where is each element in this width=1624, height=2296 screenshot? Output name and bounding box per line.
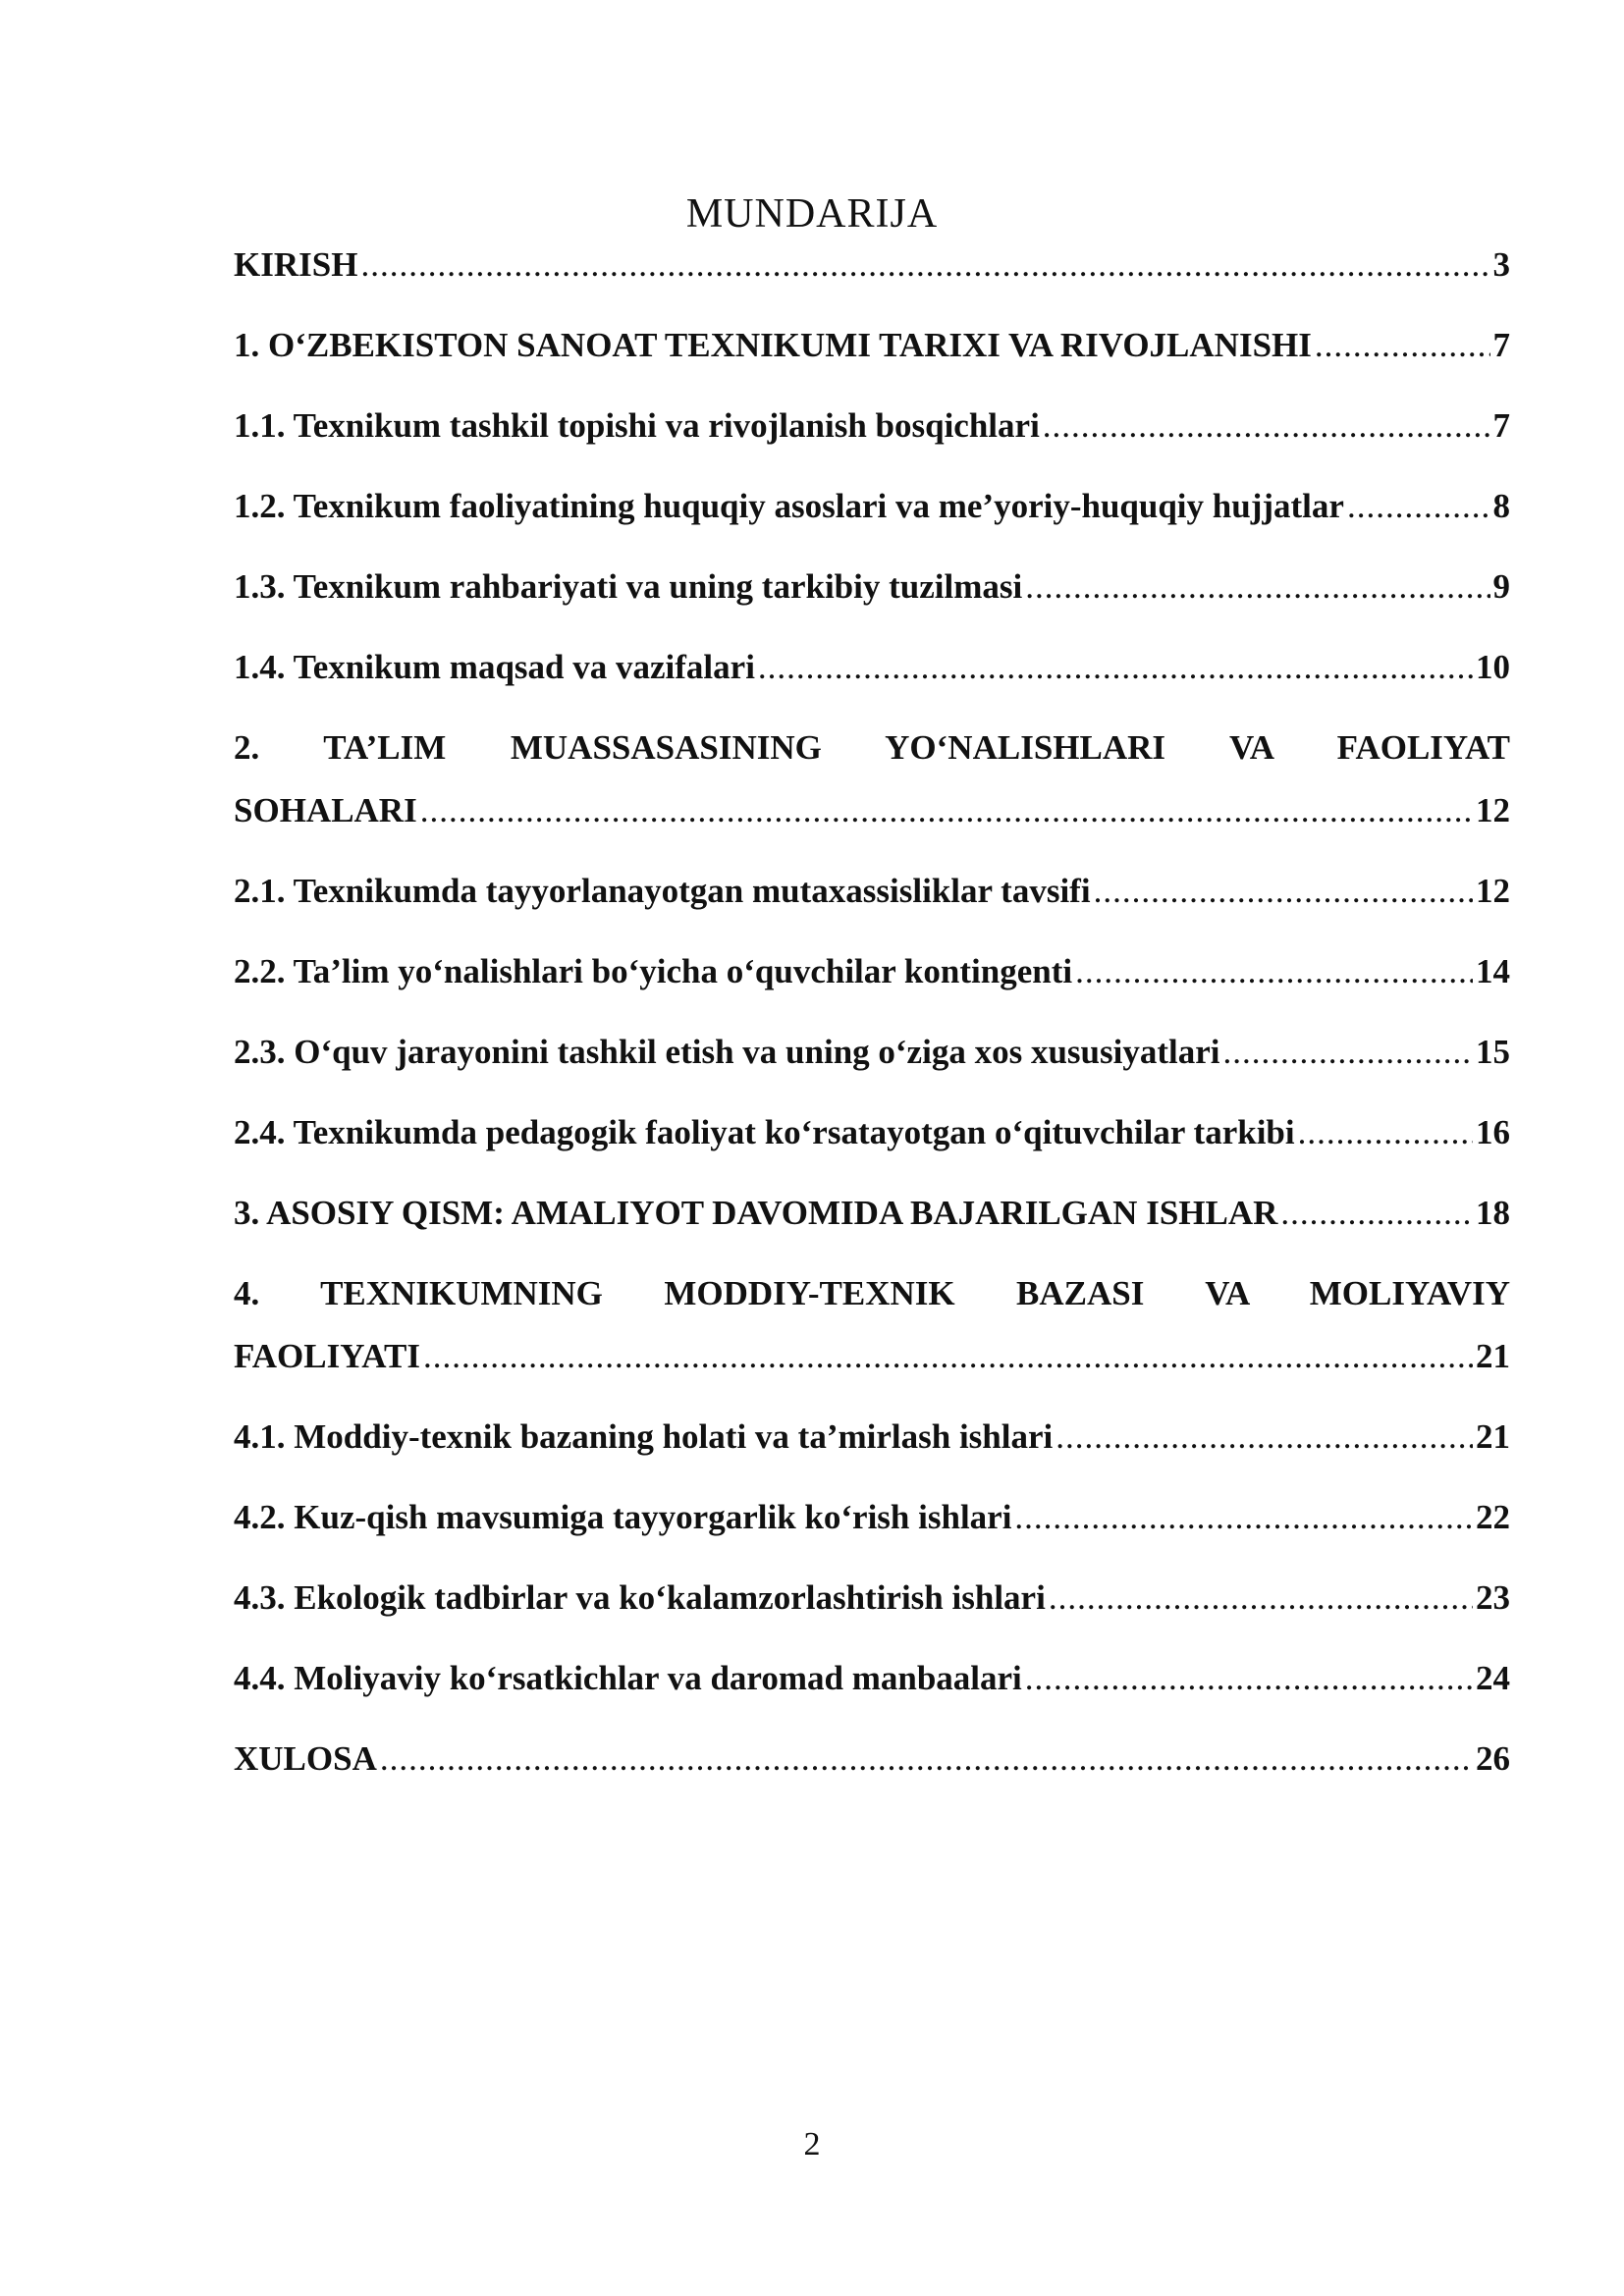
toc-entry-text-line1: 4. TEXNIKUMNING MODDIY-TEXNIK BAZASI VA MOLIYAVIY	[234, 1274, 1510, 1312]
toc-entry-page: 8	[1492, 487, 1510, 525]
toc-entry-2-4	[234, 1101, 1510, 1164]
toc-entry-text: 2.4. Texnikumda pedagogik faoliyat ko‘rsatayotgan o‘qituvchilar tarkibi	[234, 1113, 1295, 1151]
toc-entry-2-3	[234, 1021, 1510, 1084]
toc-entry-page: 9	[1492, 567, 1510, 606]
toc-entry-text: 4.3. Ekologik tadbirlar va ko‘kalamzorlashtirish ishlari	[234, 1578, 1046, 1617]
dot-leader	[380, 1728, 1473, 1790]
toc-entry-text: 1.3. Texnikum rahbariyati va uning tarkibiy tuzilmasi	[234, 567, 1023, 606]
toc-entry-page: 21	[1476, 1337, 1510, 1375]
toc-entry-page: 10	[1476, 648, 1510, 686]
table-of-contents	[234, 234, 1510, 1808]
toc-entry-text: 1.2. Texnikum faoliyatining huquqiy asoslari va me’yoriy-huquqiy hujjatlar	[234, 487, 1344, 525]
toc-entry-text: 2.1. Texnikumda tayyorlanayotgan mutaxassisliklar tavsifi	[234, 872, 1091, 910]
toc-entry-text: 4.1. Moddiy-texnik bazaning holati va ta’mirlash ishlari	[234, 1417, 1054, 1456]
toc-entry-page: 7	[1492, 326, 1510, 364]
dot-leader	[423, 1325, 1473, 1388]
toc-entry-2-2	[234, 940, 1510, 1003]
dot-leader	[1056, 1406, 1473, 1468]
toc-entry-text-line2: FAOLIYATI	[234, 1337, 420, 1375]
toc-entry-text: 1.1. Texnikum tashkil topishi va rivojlanish bosqichlari	[234, 406, 1040, 445]
toc-entry-page: 3	[1492, 245, 1510, 284]
dot-leader	[1075, 940, 1473, 1003]
dot-leader	[420, 779, 1473, 842]
toc-entry-text: 2.3. O‘quv jarayonini tashkil etish va uning o‘ziga xos xususiyatlari	[234, 1033, 1220, 1071]
dot-leader	[1298, 1101, 1473, 1164]
dot-leader	[1049, 1567, 1473, 1629]
toc-entry-page: 12	[1476, 872, 1510, 910]
toc-entry-1-4	[234, 636, 1510, 699]
toc-entry-text: 4.4. Moliyaviy ko‘rsatkichlar va daromad manbaalari	[234, 1659, 1022, 1697]
toc-entry-page: 7	[1492, 406, 1510, 445]
toc-entry-chapter-4	[234, 1262, 1510, 1388]
toc-entry-4-4	[234, 1647, 1510, 1710]
toc-title: MUNDARIJA	[685, 191, 939, 237]
toc-entry-page: 16	[1476, 1113, 1510, 1151]
dot-leader	[1014, 1486, 1473, 1549]
toc-entry-page: 15	[1476, 1033, 1510, 1071]
toc-entry-chapter-1	[234, 314, 1510, 377]
toc-entry-1-3	[234, 556, 1510, 618]
dot-leader	[1222, 1021, 1473, 1084]
toc-entry-kirish	[234, 234, 1510, 296]
toc-entry-chapter-2	[234, 717, 1510, 842]
dot-leader	[1094, 860, 1473, 923]
dot-leader	[758, 636, 1473, 699]
dot-leader	[360, 234, 1489, 296]
toc-entry-text: 1.4. Texnikum maqsad va vazifalari	[234, 648, 755, 686]
dot-leader	[1347, 475, 1490, 538]
page-number: 2	[803, 2126, 821, 2163]
toc-entry-xulosa	[234, 1728, 1510, 1790]
toc-entry-page: 23	[1476, 1578, 1510, 1617]
toc-entry-text: 1. O‘ZBEKISTON SANOAT TEXNIKUMI TARIXI VA RIVOJLANISHI	[234, 326, 1312, 364]
toc-entry-text: 2.2. Ta’lim yo‘nalishlari bo‘yicha o‘quvchilar kontingenti	[234, 952, 1073, 990]
toc-entry-4-1	[234, 1406, 1510, 1468]
dot-leader	[1280, 1182, 1473, 1245]
toc-entry-page: 21	[1476, 1417, 1510, 1456]
toc-entry-chapter-3	[234, 1182, 1510, 1245]
toc-entry-page: 12	[1476, 791, 1510, 829]
toc-entry-page: 26	[1476, 1739, 1510, 1778]
toc-entry-text: KIRISH	[234, 245, 358, 284]
toc-entry-1-1	[234, 395, 1510, 457]
toc-entry-text: 3. ASOSIY QISM: AMALIYOT DAVOMIDA BAJARILGAN ISHLAR	[234, 1194, 1278, 1232]
toc-entry-1-2	[234, 475, 1510, 538]
toc-entry-2-1	[234, 860, 1510, 923]
toc-entry-text-line1: 2. TA’LIM MUASSASASINING YO‘NALISHLARI VA FAOLIYAT	[234, 728, 1510, 767]
toc-entry-4-3	[234, 1567, 1510, 1629]
toc-entry-text: 4.2. Kuz-qish mavsumiga tayyorgarlik ko‘rish ishlari	[234, 1498, 1012, 1536]
toc-entry-text: XULOSA	[234, 1739, 377, 1778]
dot-leader	[1315, 314, 1490, 377]
toc-entry-page: 14	[1476, 952, 1510, 990]
dot-leader	[1025, 1647, 1473, 1710]
toc-entry-page: 24	[1476, 1659, 1510, 1697]
toc-entry-4-2	[234, 1486, 1510, 1549]
dot-leader	[1043, 395, 1490, 457]
toc-entry-page: 22	[1476, 1498, 1510, 1536]
toc-entry-text-line2: SOHALARI	[234, 791, 417, 829]
dot-leader	[1025, 556, 1489, 618]
toc-entry-page: 18	[1476, 1194, 1510, 1232]
